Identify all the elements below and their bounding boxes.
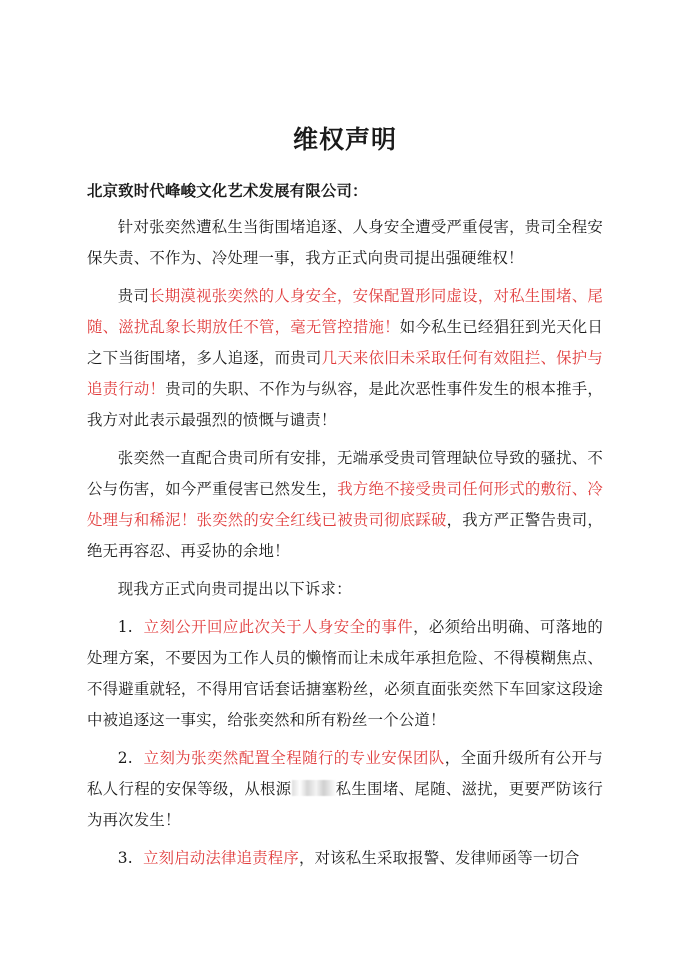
addressee: 北京致时代峰峻文化艺术发展有限公司： <box>87 182 368 200</box>
paragraph-intro <box>87 212 603 274</box>
demand-highlight-1: 立刻公开回应此次关于人身安全的事件 <box>143 618 414 636</box>
paragraph-demands-intro <box>87 574 603 605</box>
demand-highlight-3: 立刻启动法律追责程序 <box>143 849 299 867</box>
demand-item-3 <box>87 843 603 874</box>
demand-highlight-2: 立刻为张奕然配置全程随行的专业安保团队 <box>143 749 445 767</box>
demand-item-2 <box>87 743 603 836</box>
paragraph-accusation <box>87 281 603 436</box>
paragraph-warning <box>87 443 603 567</box>
demand-number-2: 2. <box>117 749 133 767</box>
paragraph-accusation-text-2: 如今私生已经猖狂到光天化日之下当街围堵，多人追逐，而贵司 <box>87 318 603 367</box>
paragraph-warning-text-2: ，我方严正警告贵司，绝无再容忍、再妥协的余地！ <box>87 511 603 560</box>
paragraph-warning-highlight: 我方绝不接受贵司任何形式的敷衍、冷处理与和稀泥！张奕然的安全红线已被贵司彻底踩破 <box>87 480 603 529</box>
redacted-blur <box>292 780 336 796</box>
paragraph-accusation-text-3: 贵司的失职、不作为与纵容，是此次恶性事件发生的根本推手，我方对此表示最强烈的愤慨与谴责！ <box>87 380 603 429</box>
demand-text-2a: ，全面升级所有公开与私人行程的安保等级，从根源 <box>87 749 603 798</box>
demand-number-3: 3. <box>117 849 133 867</box>
paragraph-intro-text: 针对张奕然遭私生当街围堵追逐、人身安全遭受严重侵害，贵司全程安保失责、不作为、冷处理一事，我方正式向贵司提出强硬维权！ <box>87 218 603 267</box>
demand-item-1 <box>87 612 603 736</box>
paragraph-warning-text-1: 张奕然一直配合贵司所有安排，无端承受贵司管理缺位导致的骚扰、不公与伤害，如今严重侵害已然发生， <box>87 449 603 498</box>
demand-text-2b: 私生围堵、尾随、滋扰，更要严防该行为再次发生！ <box>87 780 603 829</box>
demand-text-1: ，必须给出明确、可落地的处理方案，不要因为工作人员的懒惰而让未成年承担危险、不得模糊焦点、不得避重就轻，不得用官话套话搪塞粉丝，必须直面张奕然下车回家这段途中被追逐这一事实，给张奕然和所有粉丝一个公道！ <box>87 618 604 729</box>
document-body <box>87 176 603 881</box>
document-title: 维权声明 <box>292 125 397 154</box>
paragraph-accusation-highlight-1: 长期漠视张奕然的人身安全，安保配置形同虚设，对私生围堵、尾随、滋扰乱象长期放任不管，毫无管控措施！ <box>87 287 603 336</box>
demand-number-1: 1. <box>117 618 133 636</box>
paragraph-accusation-highlight-2: 几天来依旧未采取任何有效阻拦、保护与追责行动！ <box>87 349 603 398</box>
paragraph-demands-intro-text: 现我方正式向贵司提出以下诉求： <box>117 580 352 598</box>
demand-text-3: ，对该私生采取报警、发律师函等一切合 <box>299 849 580 867</box>
paragraph-accusation-text-1: 贵司 <box>117 287 150 305</box>
